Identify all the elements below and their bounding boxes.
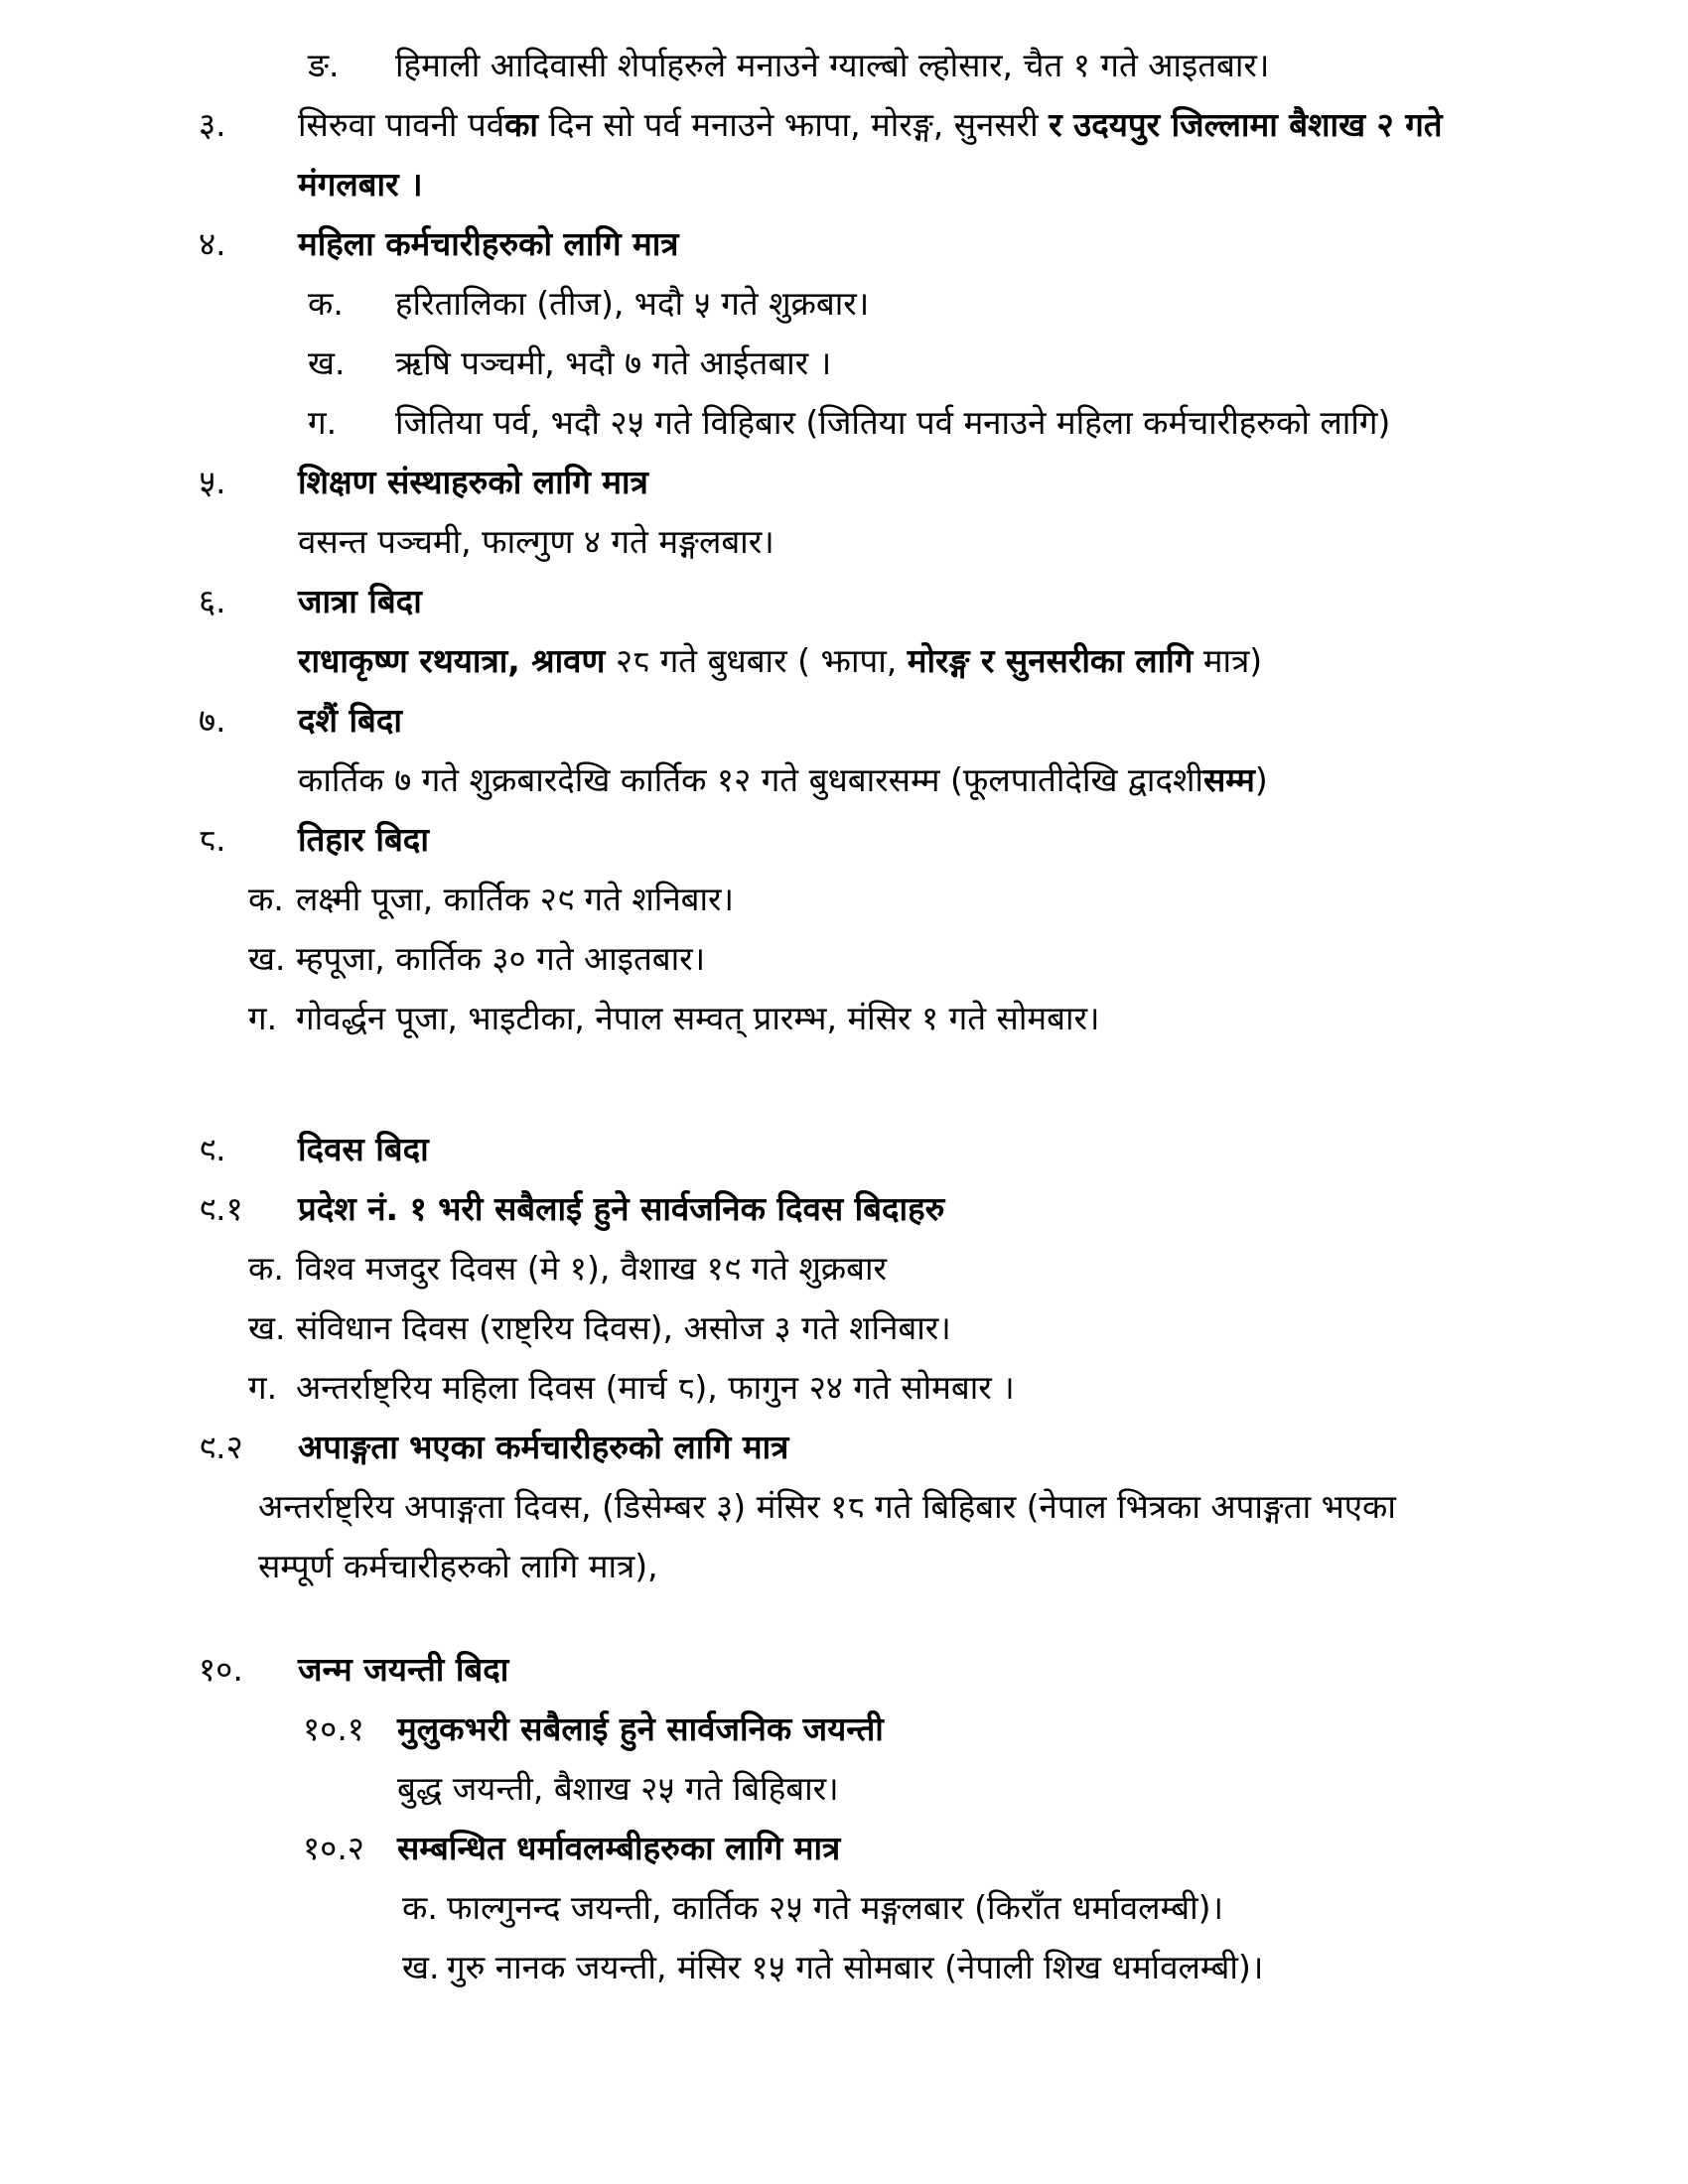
item-9-1-heading	[0, 1179, 1688, 1239]
item-text	[298, 572, 422, 631]
item-text	[395, 36, 1269, 95]
item-6-content	[0, 631, 1688, 691]
item-5-heading	[0, 453, 1688, 512]
item-text	[298, 1120, 429, 1179]
text-segment: अन्तर्राष्ट्रिय अपाङ्गता दिवस, (डिसेम्बर ३) मंसिर १८ गते बिहिबार (नेपाल भित्रका अपाङ्गता भएका	[258, 1487, 1396, 1526]
item-text	[258, 1477, 1396, 1537]
item-10-1-content	[0, 1759, 1688, 1819]
item-8-ga	[0, 989, 1688, 1048]
item-marker: ६.	[199, 582, 226, 620]
item-text	[397, 1819, 840, 1878]
item-marker: ङ.	[308, 46, 340, 84]
text-segment: दिन सो पर्व मनाउने झापा, मोरङ्ग, सुनसरी	[537, 105, 1050, 144]
item-text	[298, 95, 1443, 155]
item-marker: १०.२	[303, 1829, 364, 1867]
item-text	[298, 1179, 944, 1239]
item-marker: ख.	[248, 939, 286, 978]
section-gap	[0, 1596, 1688, 1640]
item-3	[0, 95, 1688, 155]
item-text	[298, 155, 423, 214]
item-text	[296, 989, 1100, 1048]
text-segment: फाल्गुनन्द जयन्ती, कार्तिक २५ गते मङ्गलबार (किराँत धर्मावलम्बी)।	[447, 1888, 1224, 1927]
text-segment: मात्र)	[1193, 641, 1263, 680]
text-segment-bold: जन्म जयन्ती बिदा	[298, 1650, 509, 1689]
item-4-ga	[0, 393, 1688, 453]
text-segment-bold: दिवस बिदा	[298, 1130, 429, 1168]
item-text	[296, 1358, 1015, 1418]
item-6-heading	[0, 572, 1688, 631]
item-text	[296, 870, 734, 929]
text-segment: विश्व मजदुर दिवस (मे १), वैशाख १९ गते शुक्रबार	[296, 1249, 887, 1288]
item-marker: ९.२	[199, 1428, 243, 1466]
text-segment: वसन्त पञ्चमी, फाल्गुण ४ गते मङ्गलबार।	[298, 522, 774, 561]
item-text	[298, 1640, 508, 1700]
item-text	[298, 751, 1268, 810]
text-segment-bold: जात्रा बिदा	[298, 582, 422, 620]
text-segment-bold: दशैं बिदा	[298, 701, 402, 740]
item-10-2-ka	[0, 1878, 1688, 1938]
text-segment-bold: र उदयपुर जिल्लामा बैशाख २ गते	[1049, 105, 1443, 144]
text-segment: हिमाली आदिवासी शेर्पाहरुले मनाउने ग्याल्बो ल्होसार, चैत १ गते आइतबार।	[395, 46, 1270, 84]
item-marker: १०.१	[303, 1709, 364, 1748]
item-marker: ३.	[199, 105, 226, 144]
text-segment-bold: मोरङ्ग र सुनसरीका लागि	[907, 641, 1194, 680]
item-text	[397, 1700, 884, 1759]
item-marker: ५.	[199, 463, 226, 501]
text-segment-bold: शिक्षण संस्थाहरुको लागि मात्र	[298, 463, 648, 501]
item-10-1-heading	[0, 1700, 1688, 1759]
text-segment-bold: सम्बन्धित धर्मावलम्बीहरुका लागि मात्र	[397, 1829, 841, 1867]
item-10-heading	[0, 1640, 1688, 1700]
text-segment: सिरुवा पावनी पर्व	[298, 105, 505, 144]
item-4-heading	[0, 214, 1688, 274]
item-text	[298, 691, 402, 751]
text-segment-bold: अपाङ्गता भएका कर्मचारीहरुको लागि मात्र	[298, 1428, 789, 1466]
item-marker: ग.	[248, 1368, 278, 1407]
text-segment-bold: महिला कर्मचारीहरुको लागि मात्र	[298, 224, 679, 263]
text-segment: )	[1254, 760, 1268, 799]
item-9-1-kha	[0, 1298, 1688, 1358]
text-segment: म्हपूजा, कार्तिक ३० गते आइतबार।	[296, 939, 706, 978]
text-segment: अन्तर्राष्ट्रिय महिला दिवस (मार्च ८), फागुन २४ गते सोमबार ।	[296, 1368, 1015, 1407]
item-10-2-heading	[0, 1819, 1688, 1878]
item-2-nga	[0, 36, 1688, 95]
item-marker: ग.	[308, 403, 338, 442]
item-marker: क.	[402, 1888, 438, 1927]
item-text	[298, 810, 429, 870]
item-marker: ४.	[199, 224, 226, 263]
item-text	[397, 1759, 839, 1819]
item-9-2-heading	[0, 1418, 1688, 1477]
text-segment: बुद्ध जयन्ती, बैशाख २५ गते बिहिबार।	[397, 1769, 839, 1808]
item-9-2-content-line1	[0, 1477, 1688, 1537]
item-8-ka	[0, 870, 1688, 929]
item-7-heading	[0, 691, 1688, 751]
item-4-ka	[0, 274, 1688, 334]
text-segment: २८ गते बुधबार ( झापा,	[605, 641, 908, 680]
item-marker: ८.	[199, 820, 226, 859]
item-text	[296, 1239, 887, 1298]
item-text	[447, 1878, 1223, 1938]
text-segment: कार्तिक ७ गते शुक्रबारदेखि कार्तिक १२ गते बुधबारसम्म (फूलपातीदेखि द्वादशी	[298, 760, 1203, 799]
item-9-1-ka	[0, 1239, 1688, 1298]
item-marker: १०.	[199, 1650, 243, 1689]
item-marker: ९.१	[199, 1189, 243, 1228]
item-marker: ख.	[248, 1308, 286, 1347]
text-segment-bold: सम्म	[1202, 760, 1255, 799]
text-segment-bold: राधाकृष्ण रथयात्रा, श्रावण	[298, 641, 606, 680]
item-8-kha	[0, 929, 1688, 989]
text-segment: ऋषि पञ्चमी, भदौ ७ गते आईतबार ।	[395, 343, 832, 382]
item-text	[296, 1298, 951, 1358]
text-segment: लक्ष्मी पूजा, कार्तिक २९ गते शनिबार।	[296, 880, 735, 918]
item-marker: क.	[248, 1249, 284, 1288]
item-9-1-ga	[0, 1358, 1688, 1418]
text-segment-bold: का	[504, 105, 538, 144]
item-text	[395, 393, 1390, 453]
item-3-continuation	[0, 155, 1688, 214]
section-gap	[0, 1048, 1688, 1120]
item-marker: ख.	[402, 1948, 440, 1986]
item-text	[298, 214, 679, 274]
item-10-2-kha	[0, 1938, 1688, 1997]
text-segment: संविधान दिवस (राष्ट्रिय दिवस), असोज ३ गते शनिबार।	[296, 1308, 951, 1347]
item-text	[258, 1537, 658, 1596]
item-text	[298, 512, 774, 572]
item-text	[298, 631, 1262, 691]
item-marker: ग.	[248, 999, 278, 1037]
item-8-heading	[0, 810, 1688, 870]
item-text	[296, 929, 705, 989]
item-marker: क.	[248, 880, 284, 918]
item-marker: क.	[308, 284, 344, 323]
item-text	[395, 334, 831, 393]
item-text	[298, 453, 648, 512]
item-marker: ख.	[308, 343, 346, 382]
text-segment-bold: मुलुकभरी सबैलाई हुने सार्वजनिक जयन्ती	[397, 1709, 884, 1748]
item-text	[447, 1938, 1263, 1997]
item-9-2-content-line2	[0, 1537, 1688, 1596]
text-segment-bold: मंगलबार ।	[298, 165, 423, 204]
text-segment: जितिया पर्व, भदौ २५ गते विहिबार (जितिया पर्व मनाउने महिला कर्मचारीहरुको लागि)	[395, 403, 1391, 442]
item-9-heading	[0, 1120, 1688, 1179]
text-segment: गोवर्द्धन पूजा, भाइटीका, नेपाल सम्वत् प्रारम्भ, मंसिर १ गते सोमबार।	[296, 999, 1100, 1037]
item-4-kha	[0, 334, 1688, 393]
item-marker: ९.	[199, 1130, 226, 1168]
text-segment: हरितालिका (तीज), भदौ ५ गते शुक्रबार।	[395, 284, 870, 323]
item-5-content	[0, 512, 1688, 572]
text-segment: गुरु नानक जयन्ती, मंसिर १५ गते सोमबार (नेपाली शिख धर्मावलम्बी)।	[447, 1948, 1264, 1986]
text-segment-bold: प्रदेश नं. १ भरी सबैलाई हुने सार्वजनिक दिवस बिदाहरु	[298, 1189, 945, 1228]
item-text	[395, 274, 869, 334]
item-marker: ७.	[199, 701, 226, 740]
item-7-content	[0, 751, 1688, 810]
text-segment-bold: तिहार बिदा	[298, 820, 429, 859]
text-segment: सम्पूर्ण कर्मचारीहरुको लागि मात्र),	[258, 1547, 658, 1585]
item-text	[298, 1418, 788, 1477]
